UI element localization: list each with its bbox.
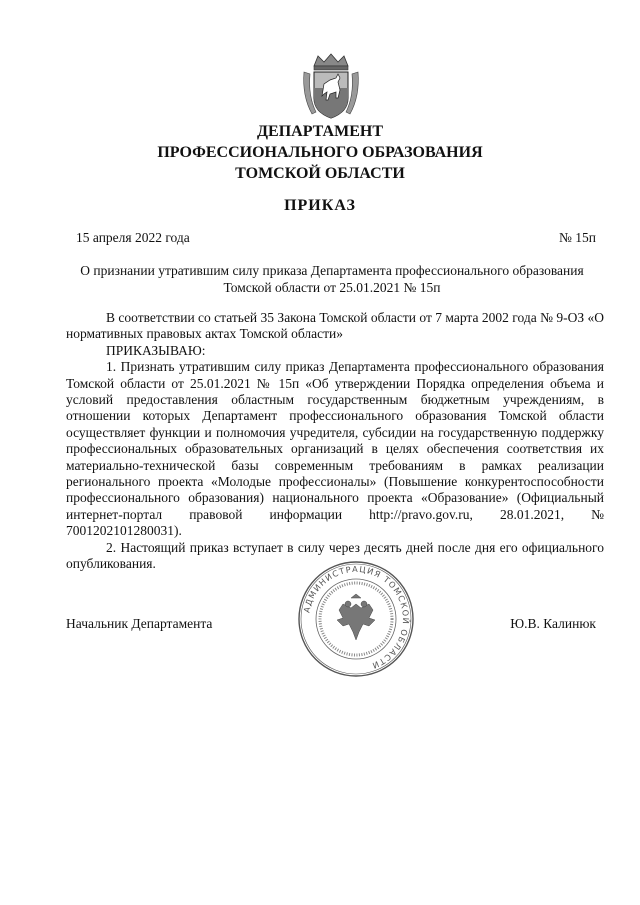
signatory-name: Ю.В. Калинюк [510,616,596,631]
signatory-position: Начальник Департамента [66,616,213,631]
order-subject: О признании утратившим силу приказа Департамента профессионального образования Томской области от 25.01.2021 № 15п [80,263,584,295]
directive-paragraph: ПРИКАЗЫВАЮ: [106,342,206,358]
item-1-paragraph: 1. Признать утратившим силу приказ Департамента профессионального образования Томской области от 25.01.2021 № 15п «Об утверждении Порядка определения объема и условий предоставления областным государственным бюджетным учреждениям, в отношении которых Департамент профессионального образования Томской области осуществляет функции и полномочия учредителя, субсидии на государственную поддержку профессиональных образовательных организаций в целях обеспечения соответствия их материально-технической базы современным требованиям в рамках реализации регионального проекта «Молодые профессионалы» (Повышение конкурентоспособности профессионального образования) национального проекта «Образование» (Официальный интернет-портал правовой информации http://pravo.gov.ru, 28.01.2021, № 7001202101280031). [66,359,604,539]
item-2-paragraph: 2. Настоящий приказ вступает в силу через десять дней после дня его официального опубликования. [66,539,604,572]
order-title: ПРИКАЗ [284,197,356,214]
department-line-1: ДЕПАРТАМЕНТ [257,123,383,140]
department-line-2: ПРОФЕССИОНАЛЬНОГО ОБРАЗОВАНИЯ [157,144,483,161]
tomsk-region-coat-of-arms-icon [300,52,362,120]
seal-text: АДМИНИСТРАЦИЯ ТОМСКОЙ ОБЛАСТИ [301,563,412,672]
preamble-paragraph: В соответствии со статьей 35 Закона Томской области от 7 марта 2002 года № 9-ОЗ «О нормативных правовых актах Томской области» [66,310,604,342]
department-heading [0,121,640,184]
order-body [66,310,604,573]
order-date: 15 апреля 2022 года [76,230,190,245]
department-line-3: ТОМСКОЙ ОБЛАСТИ [235,165,405,182]
official-seal-icon [297,560,415,678]
order-number: № 15п [559,230,596,245]
